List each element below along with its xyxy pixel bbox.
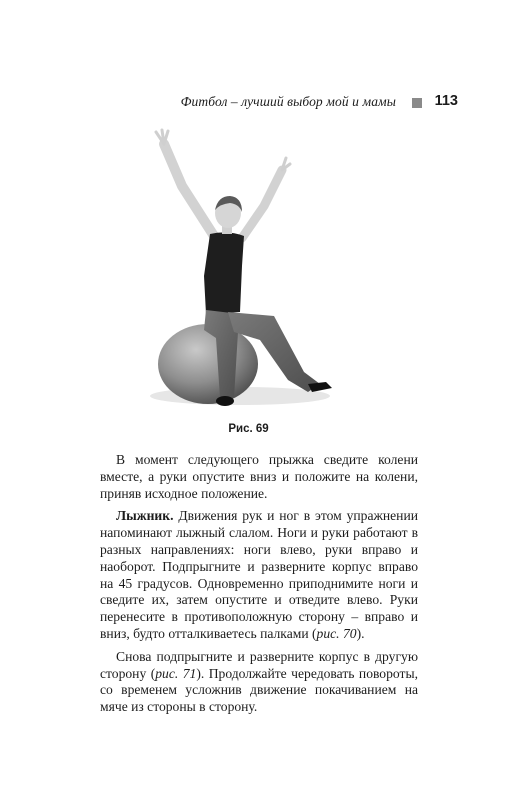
paragraph-skier <box>100 508 418 642</box>
header-square-marker <box>412 98 422 108</box>
figure-reference: рис. 71 <box>155 665 197 681</box>
exercise-photo <box>142 126 357 416</box>
running-title: Фитбол – лучший выбор мой и мамы <box>180 94 396 109</box>
paragraph <box>100 452 418 502</box>
paragraph-text: ). Продолжайте чередовать повороты, со временем усложнив движение покачиванием на мяче из стороны в сторону. <box>100 665 418 715</box>
paragraph-text: В момент следующего прыжка сведите колени вместе, а руки опустите вниз и положите на колени, приняв исходное положение. <box>100 452 418 501</box>
page-number: 113 <box>434 93 458 109</box>
figure-reference: рис. 70 <box>316 625 357 641</box>
fitball <box>158 324 258 404</box>
article-body <box>100 452 418 722</box>
paragraph-text: Движения рук и ног в этом упражнении напоминают лыжный слалом. Ноги и руки работают в разных направлениях: ноги влево, руки вправо и наоборот. Подпрыгните и разверните корпус вправо на 45 градусов. Одновременно приподнимите ноги и сведите их, затем опустите и отведите влево. Руки перенесите в противоположную сторону – вправо и вниз, будто отталкиваетесь палками ( <box>100 508 418 641</box>
paragraph <box>100 649 418 716</box>
paragraph-text: ). <box>356 625 365 641</box>
exercise-name: Лыжник. <box>116 508 174 524</box>
torso <box>204 232 244 314</box>
paragraph-text: Снова подпрыгните и разверните корпус в другую сторону ( <box>100 648 418 681</box>
figure-caption: Рис. 69 <box>228 423 269 435</box>
left-shoe <box>216 396 234 406</box>
right-arm <box>242 170 282 238</box>
left-arm <box>164 144 214 236</box>
running-header <box>180 93 458 113</box>
